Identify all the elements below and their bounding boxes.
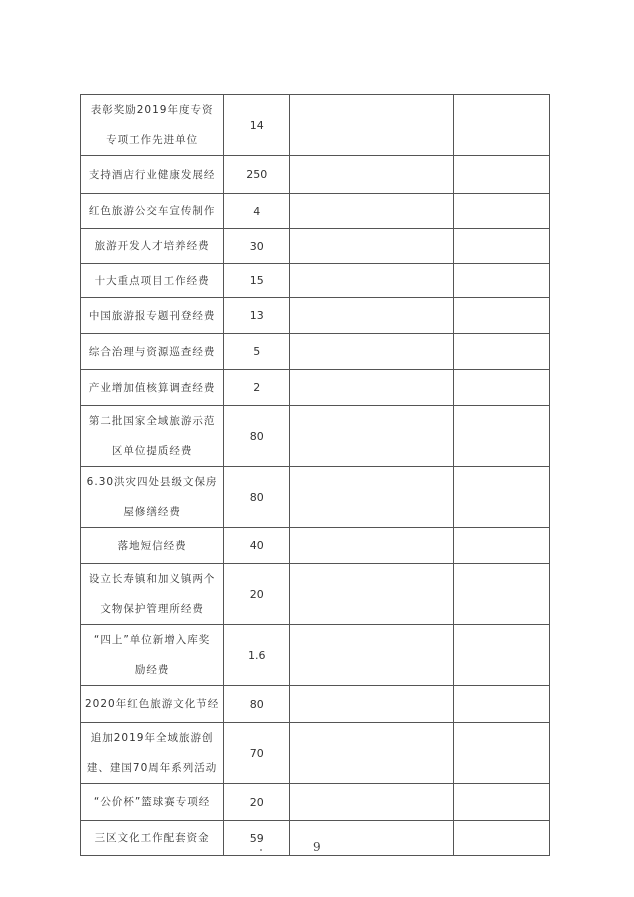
table-row bbox=[81, 334, 550, 370]
amount-value: 4 bbox=[253, 204, 261, 218]
amount-value: 2 bbox=[253, 381, 261, 394]
table-row bbox=[81, 298, 550, 334]
item-name-cell bbox=[81, 528, 224, 564]
empty-cell bbox=[290, 784, 454, 821]
amount-cell bbox=[224, 528, 290, 564]
empty-cell bbox=[454, 406, 550, 467]
empty-cell bbox=[290, 156, 454, 194]
empty-cell bbox=[454, 370, 550, 406]
item-name-line: 区单位提质经费 bbox=[111, 445, 193, 457]
item-name-cell bbox=[81, 564, 224, 625]
empty-cell bbox=[290, 298, 454, 334]
empty-cell bbox=[290, 406, 454, 467]
amount-value: 40 bbox=[249, 539, 264, 552]
empty-cell bbox=[290, 264, 454, 298]
amount-value: 70 bbox=[249, 746, 264, 760]
item-name-line: 励经费 bbox=[134, 664, 170, 676]
empty-cell bbox=[290, 95, 454, 156]
table-row bbox=[81, 264, 550, 298]
item-name-line: 追加2019年全域旅游创 bbox=[90, 732, 214, 744]
table-row bbox=[81, 95, 550, 156]
table-row bbox=[81, 370, 550, 406]
page-dot bbox=[260, 849, 262, 851]
table-row bbox=[81, 686, 550, 723]
empty-cell bbox=[290, 564, 454, 625]
budget-table bbox=[80, 94, 550, 856]
empty-cell bbox=[290, 625, 454, 686]
item-name-line: 屋修缮经费 bbox=[123, 506, 181, 518]
empty-cell bbox=[290, 334, 454, 370]
empty-cell bbox=[454, 156, 550, 194]
item-name-cell bbox=[81, 370, 224, 406]
amount-cell bbox=[224, 156, 290, 194]
table-body bbox=[81, 95, 550, 856]
amount-value: 250 bbox=[246, 168, 268, 181]
empty-cell bbox=[454, 334, 550, 370]
amount-cell bbox=[224, 264, 290, 298]
amount-cell bbox=[224, 686, 290, 723]
empty-cell bbox=[454, 564, 550, 625]
item-name-cell bbox=[81, 229, 224, 264]
amount-value: 14 bbox=[249, 118, 264, 132]
table-row bbox=[81, 784, 550, 821]
empty-cell bbox=[290, 194, 454, 229]
empty-cell bbox=[290, 686, 454, 723]
empty-cell bbox=[454, 229, 550, 264]
item-name-line: 文物保护管理所经费 bbox=[100, 603, 204, 615]
item-name-line: 支持酒店行业健康发展经 bbox=[88, 168, 216, 181]
empty-cell bbox=[290, 528, 454, 564]
page-number: 9 bbox=[313, 840, 321, 854]
item-name-line: 三区文化工作配套资金 bbox=[94, 832, 210, 844]
item-name-cell bbox=[81, 625, 224, 686]
empty-cell bbox=[454, 528, 550, 564]
amount-value: 15 bbox=[249, 274, 264, 287]
amount-cell bbox=[224, 229, 290, 264]
item-name-line: 十大重点项目工作经费 bbox=[94, 274, 210, 287]
amount-cell bbox=[224, 467, 290, 528]
item-name-line: 综合治理与资源巡查经费 bbox=[88, 345, 216, 358]
item-name-cell bbox=[81, 334, 224, 370]
empty-cell bbox=[454, 95, 550, 156]
table-row bbox=[81, 625, 550, 686]
item-name-line: 专项工作先进单位 bbox=[106, 134, 199, 146]
item-name-line: 6.30洪灾四处县级文保房 bbox=[86, 476, 218, 488]
table-row bbox=[81, 156, 550, 194]
empty-cell bbox=[454, 784, 550, 821]
amount-value: 1.6 bbox=[247, 648, 266, 662]
amount-cell bbox=[224, 298, 290, 334]
amount-cell bbox=[224, 95, 290, 156]
amount-value: 20 bbox=[249, 795, 264, 809]
item-name-cell bbox=[81, 156, 224, 194]
item-name-line: 红色旅游公交车宣传制作 bbox=[88, 205, 216, 217]
amount-cell bbox=[224, 564, 290, 625]
amount-cell bbox=[224, 625, 290, 686]
item-name-line: “公价杯”篮球赛专项经 bbox=[93, 796, 211, 808]
empty-cell bbox=[290, 229, 454, 264]
empty-cell bbox=[454, 264, 550, 298]
item-name-line: 表彰奖励2019年度专资 bbox=[90, 104, 214, 116]
item-name-cell bbox=[81, 298, 224, 334]
empty-cell bbox=[454, 467, 550, 528]
amount-value: 20 bbox=[249, 587, 264, 601]
amount-cell bbox=[224, 723, 290, 784]
item-name-cell bbox=[81, 784, 224, 821]
table-row bbox=[81, 194, 550, 229]
item-name-line: 设立长寿镇和加义镇两个 bbox=[88, 573, 216, 585]
item-name-cell bbox=[81, 723, 224, 784]
item-name-line: 中国旅游报专题刊登经费 bbox=[88, 309, 216, 322]
empty-cell bbox=[290, 467, 454, 528]
item-name-line: “四上”单位新增入库奖 bbox=[93, 634, 211, 646]
item-name-line: 落地短信经费 bbox=[117, 539, 187, 552]
amount-cell bbox=[224, 370, 290, 406]
item-name-line: 旅游开发人才培养经费 bbox=[94, 240, 210, 252]
empty-cell bbox=[454, 686, 550, 723]
item-name-line: 建、建国70周年系列活动 bbox=[86, 762, 218, 774]
amount-cell bbox=[224, 784, 290, 821]
amount-value: 80 bbox=[249, 490, 264, 504]
table-row bbox=[81, 467, 550, 528]
empty-cell bbox=[454, 723, 550, 784]
item-name-cell bbox=[81, 95, 224, 156]
item-name-line: 2020年红色旅游文化节经 bbox=[85, 698, 220, 710]
item-name-line: 产业增加值核算调查经费 bbox=[88, 381, 216, 394]
table-row bbox=[81, 406, 550, 467]
item-name-cell bbox=[81, 406, 224, 467]
empty-cell bbox=[454, 821, 550, 856]
item-name-cell bbox=[81, 194, 224, 229]
amount-cell bbox=[224, 821, 290, 856]
item-name-cell bbox=[81, 821, 224, 856]
item-name-cell bbox=[81, 467, 224, 528]
item-name-cell bbox=[81, 686, 224, 723]
table-row bbox=[81, 229, 550, 264]
amount-cell bbox=[224, 334, 290, 370]
empty-cell bbox=[454, 625, 550, 686]
table-row bbox=[81, 723, 550, 784]
empty-cell bbox=[454, 298, 550, 334]
table-row bbox=[81, 564, 550, 625]
empty-cell bbox=[454, 194, 550, 229]
item-name-line: 第二批国家全域旅游示范 bbox=[88, 415, 216, 427]
amount-value: 13 bbox=[249, 309, 264, 322]
empty-cell bbox=[290, 370, 454, 406]
table-row bbox=[81, 528, 550, 564]
item-name-cell bbox=[81, 264, 224, 298]
amount-cell bbox=[224, 194, 290, 229]
amount-value: 30 bbox=[249, 239, 264, 253]
amount-cell bbox=[224, 406, 290, 467]
empty-cell bbox=[290, 723, 454, 784]
amount-value: 5 bbox=[253, 345, 261, 358]
amount-value: 80 bbox=[249, 429, 264, 443]
amount-value: 80 bbox=[249, 697, 264, 711]
amount-value: 59 bbox=[249, 831, 264, 845]
